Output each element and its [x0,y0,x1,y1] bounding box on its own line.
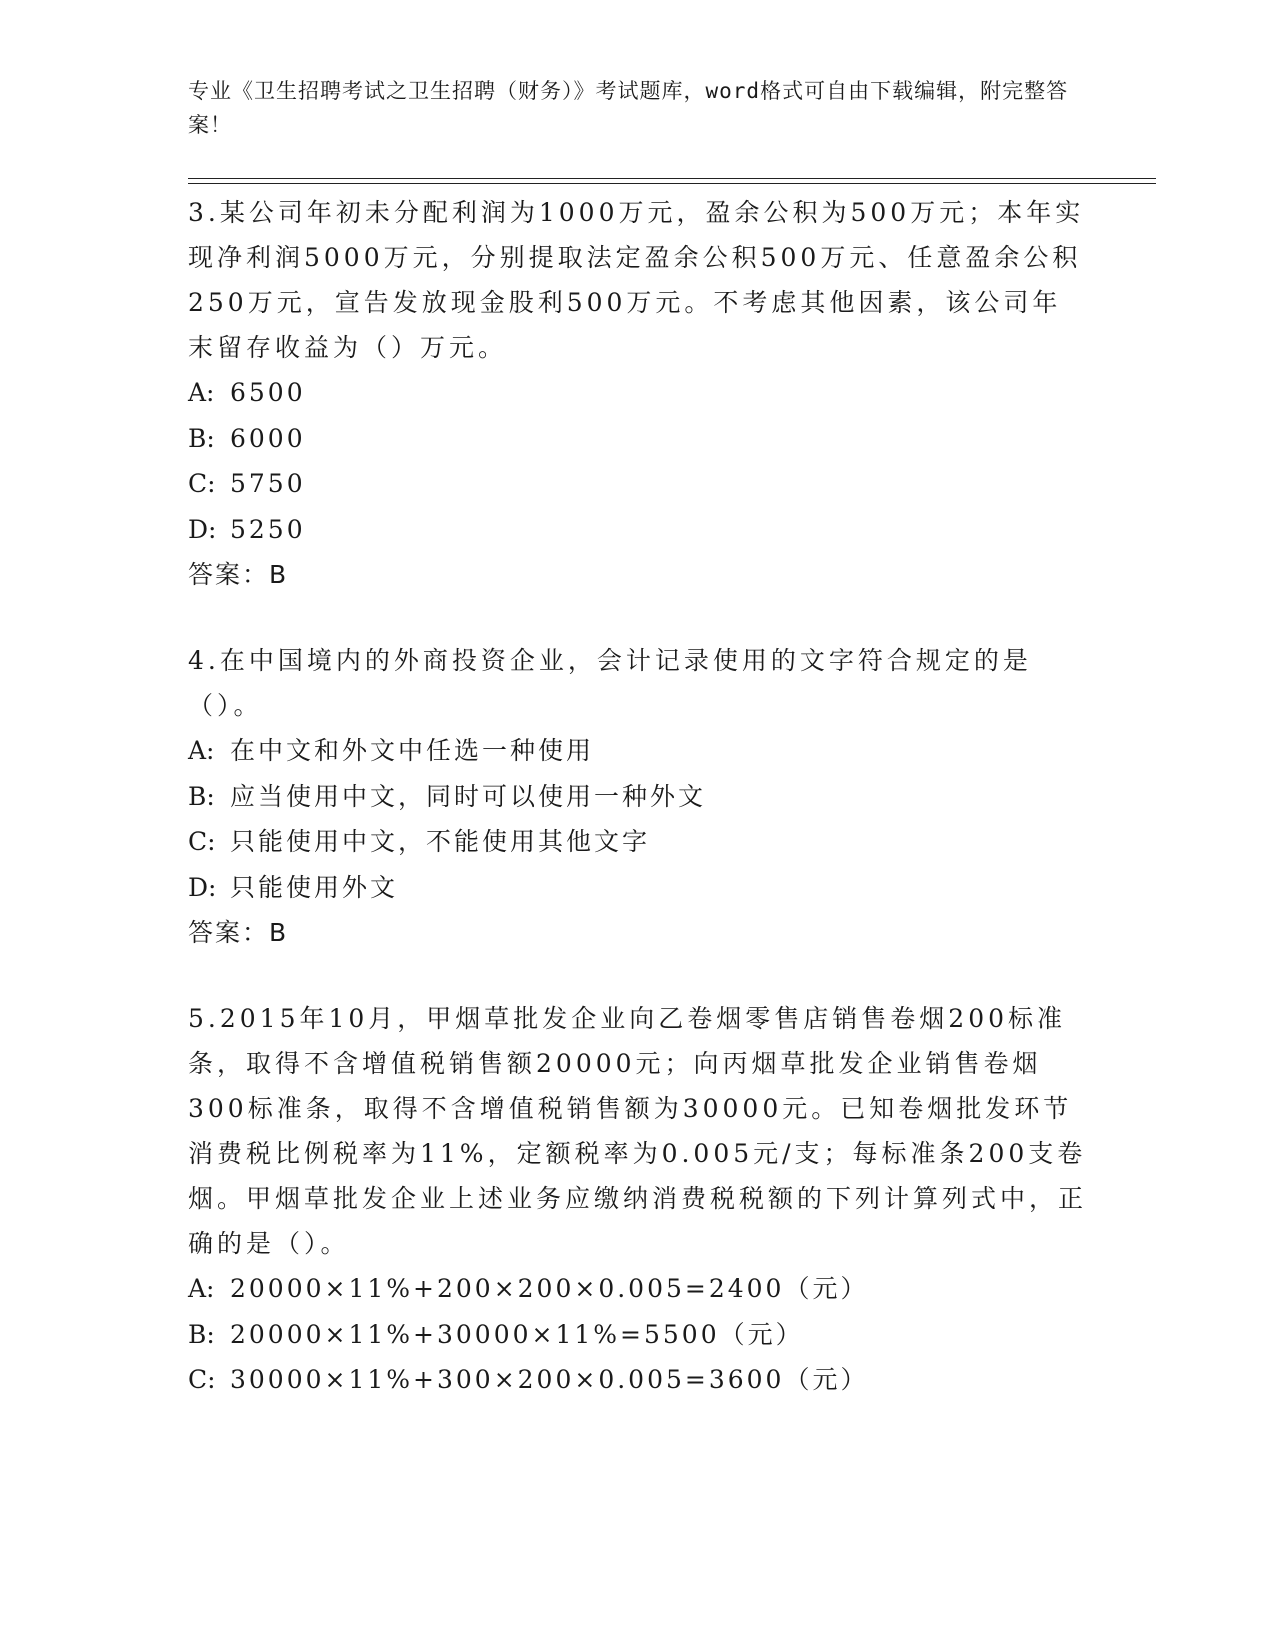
option-key: C: [188,1365,216,1394]
option-key: B: [188,781,215,811]
option-key: A: [188,378,215,407]
question-5 [188,996,1088,1403]
option-d [188,865,1088,911]
option-text: 只能使用外文 [230,872,399,902]
answer-line: 答案：B [188,918,289,947]
header-divider-bottom [188,183,1156,184]
option-b [188,1312,1088,1358]
option-text: 6000 [230,423,306,453]
option-text: 20000×11%+200×200×0.005=2400（元） [230,1274,869,1303]
option-key: C: [188,827,216,856]
header-divider-top [188,178,1156,179]
option-text: 5750 [230,469,306,498]
option-a [188,1266,1088,1312]
option-key: B: [188,1319,215,1349]
option-key: D: [188,872,217,902]
header-text: 专业《卫生招聘考试之卫生招聘（财务）》考试题库，word格式可自由下载编辑，附完整答案！ [188,79,1069,137]
document-header [188,74,1088,142]
option-text: 20000×11%+30000×11%=5500（元） [230,1319,804,1349]
answer-line: 答案：B [188,560,289,589]
option-key: A: [188,1274,215,1303]
option-a [188,370,1088,416]
question-stem: 3.某公司年初未分配利润为1000万元，盈余公积为500万元；本年实现净利润5000万元，分别提取法定盈余公积500万元、任意盈余公积250万元，宣告发放现金股利500万元。不考虑其他因素，该公司年末留存收益为（）万元。 [188,198,1085,362]
option-c [188,461,1088,507]
option-key: C: [188,469,216,498]
question-stem: 5.2015年10月，甲烟草批发企业向乙卷烟零售店销售卷烟200标准条，取得不含增值税销售额20000元；向丙烟草批发企业销售卷烟300标准条，取得不含增值税销售额为30000元。已知卷烟批发环节消费税比例税率为11%，定额税率为0.005元/支；每标准条200支卷烟。甲烟草批发企业上述业务应缴纳消费税税额的下列计算列式中，正确的是（）。 [188,1004,1088,1258]
question-list [188,190,1088,1443]
option-c [188,1357,1088,1403]
option-b [188,774,1088,820]
option-text: 应当使用中文，同时可以使用一种外文 [230,781,707,811]
option-text: 只能使用中文，不能使用其他文字 [230,827,651,856]
question-stem: 4.在中国境内的外商投资企业，会计记录使用的文字符合规定的是（）。 [188,646,1032,720]
option-text: 在中文和外文中任选一种使用 [230,736,595,765]
option-c [188,819,1088,865]
option-text: 30000×11%+300×200×0.005=3600（元） [230,1365,869,1394]
option-key: D: [188,514,217,544]
option-d [188,507,1088,553]
option-key: A: [188,736,215,765]
option-text: 6500 [230,378,306,407]
question-4 [188,638,1088,956]
option-b [188,416,1088,462]
option-text: 5250 [230,514,306,544]
question-3 [188,190,1088,598]
option-a [188,728,1088,774]
option-key: B: [188,423,215,453]
